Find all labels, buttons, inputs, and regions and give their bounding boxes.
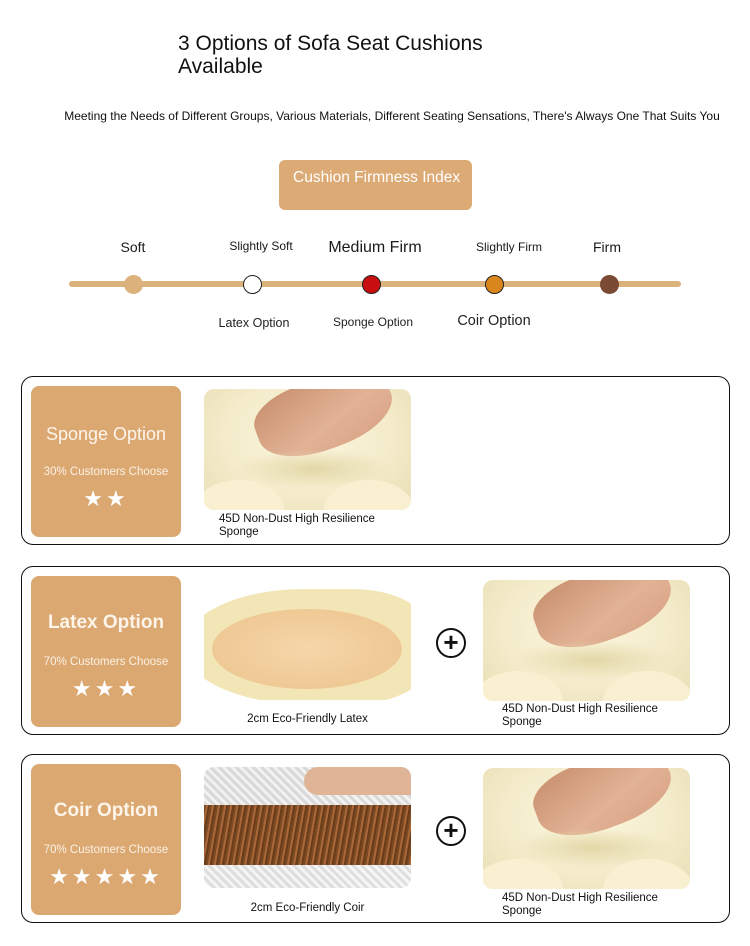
level-slightly-firm: Slightly Firm [475,240,542,254]
star-rating: ★★ [83,486,129,511]
sponge-photo [204,389,411,510]
coir-photo [204,767,411,888]
customers-share: 70% Customers Choose [43,656,169,668]
coir-option-card [21,754,730,923]
sponge-option-card [21,376,730,545]
latex-option-tile [31,576,181,727]
latex-option-label: Latex Option [218,316,290,330]
firmness-dot-soft [124,275,143,294]
sponge-caption: 45D Non-Dust High Resilience Sponge [219,513,375,538]
sponge-caption: 45D Non-Dust High Resilience Sponge [502,892,658,917]
sponge-photo [483,768,690,889]
option-name: Sponge Option [45,424,167,444]
page-title: 3 Options of Sofa Seat Cushions Available [178,32,483,78]
star-rating: ★★★★★ [49,864,163,889]
latex-roll-core [212,609,402,689]
sponge-caption: 45D Non-Dust High Resilience Sponge [502,703,658,728]
coir-fiber-layer [204,805,411,865]
latex-caption: 2cm Eco-Friendly Latex [247,713,368,725]
option-name: Latex Option [47,612,165,633]
coir-option-tile [31,764,181,915]
coir-bottom-layer [204,865,411,888]
star-rating: ★★★ [71,676,141,701]
option-name: Coir Option [53,800,159,821]
level-firm: Firm [593,239,621,255]
latex-option-card [21,566,730,735]
coir-option-label: Coir Option [457,313,531,329]
sponge-photo [483,580,690,701]
level-slightly-soft: Slightly Soft [229,239,293,253]
firmness-dot-slightly-soft [243,275,262,294]
firmness-dot-firm [600,275,619,294]
level-medium-firm: Medium Firm [328,239,422,256]
latex-photo [204,579,411,700]
plus-icon: + [436,628,466,658]
coir-caption: 2cm Eco-Friendly Coir [250,902,365,914]
customers-share: 30% Customers Choose [43,466,169,478]
sponge-option-tile [31,386,181,537]
sponge-option-label: Sponge Option [332,315,414,329]
finger-shape [304,767,411,795]
firmness-dot-slightly-firm [485,275,504,294]
firmness-index-badge: Cushion Firmness Index [279,160,472,210]
page-subtitle: Meeting the Needs of Different Groups, Various Materials, Different Seating Sensations, There's Always One That Suits You [64,109,720,123]
firmness-dot-medium-firm [362,275,381,294]
customers-share: 70% Customers Choose [43,844,169,856]
level-soft: Soft [120,239,146,255]
plus-icon: + [436,816,466,846]
